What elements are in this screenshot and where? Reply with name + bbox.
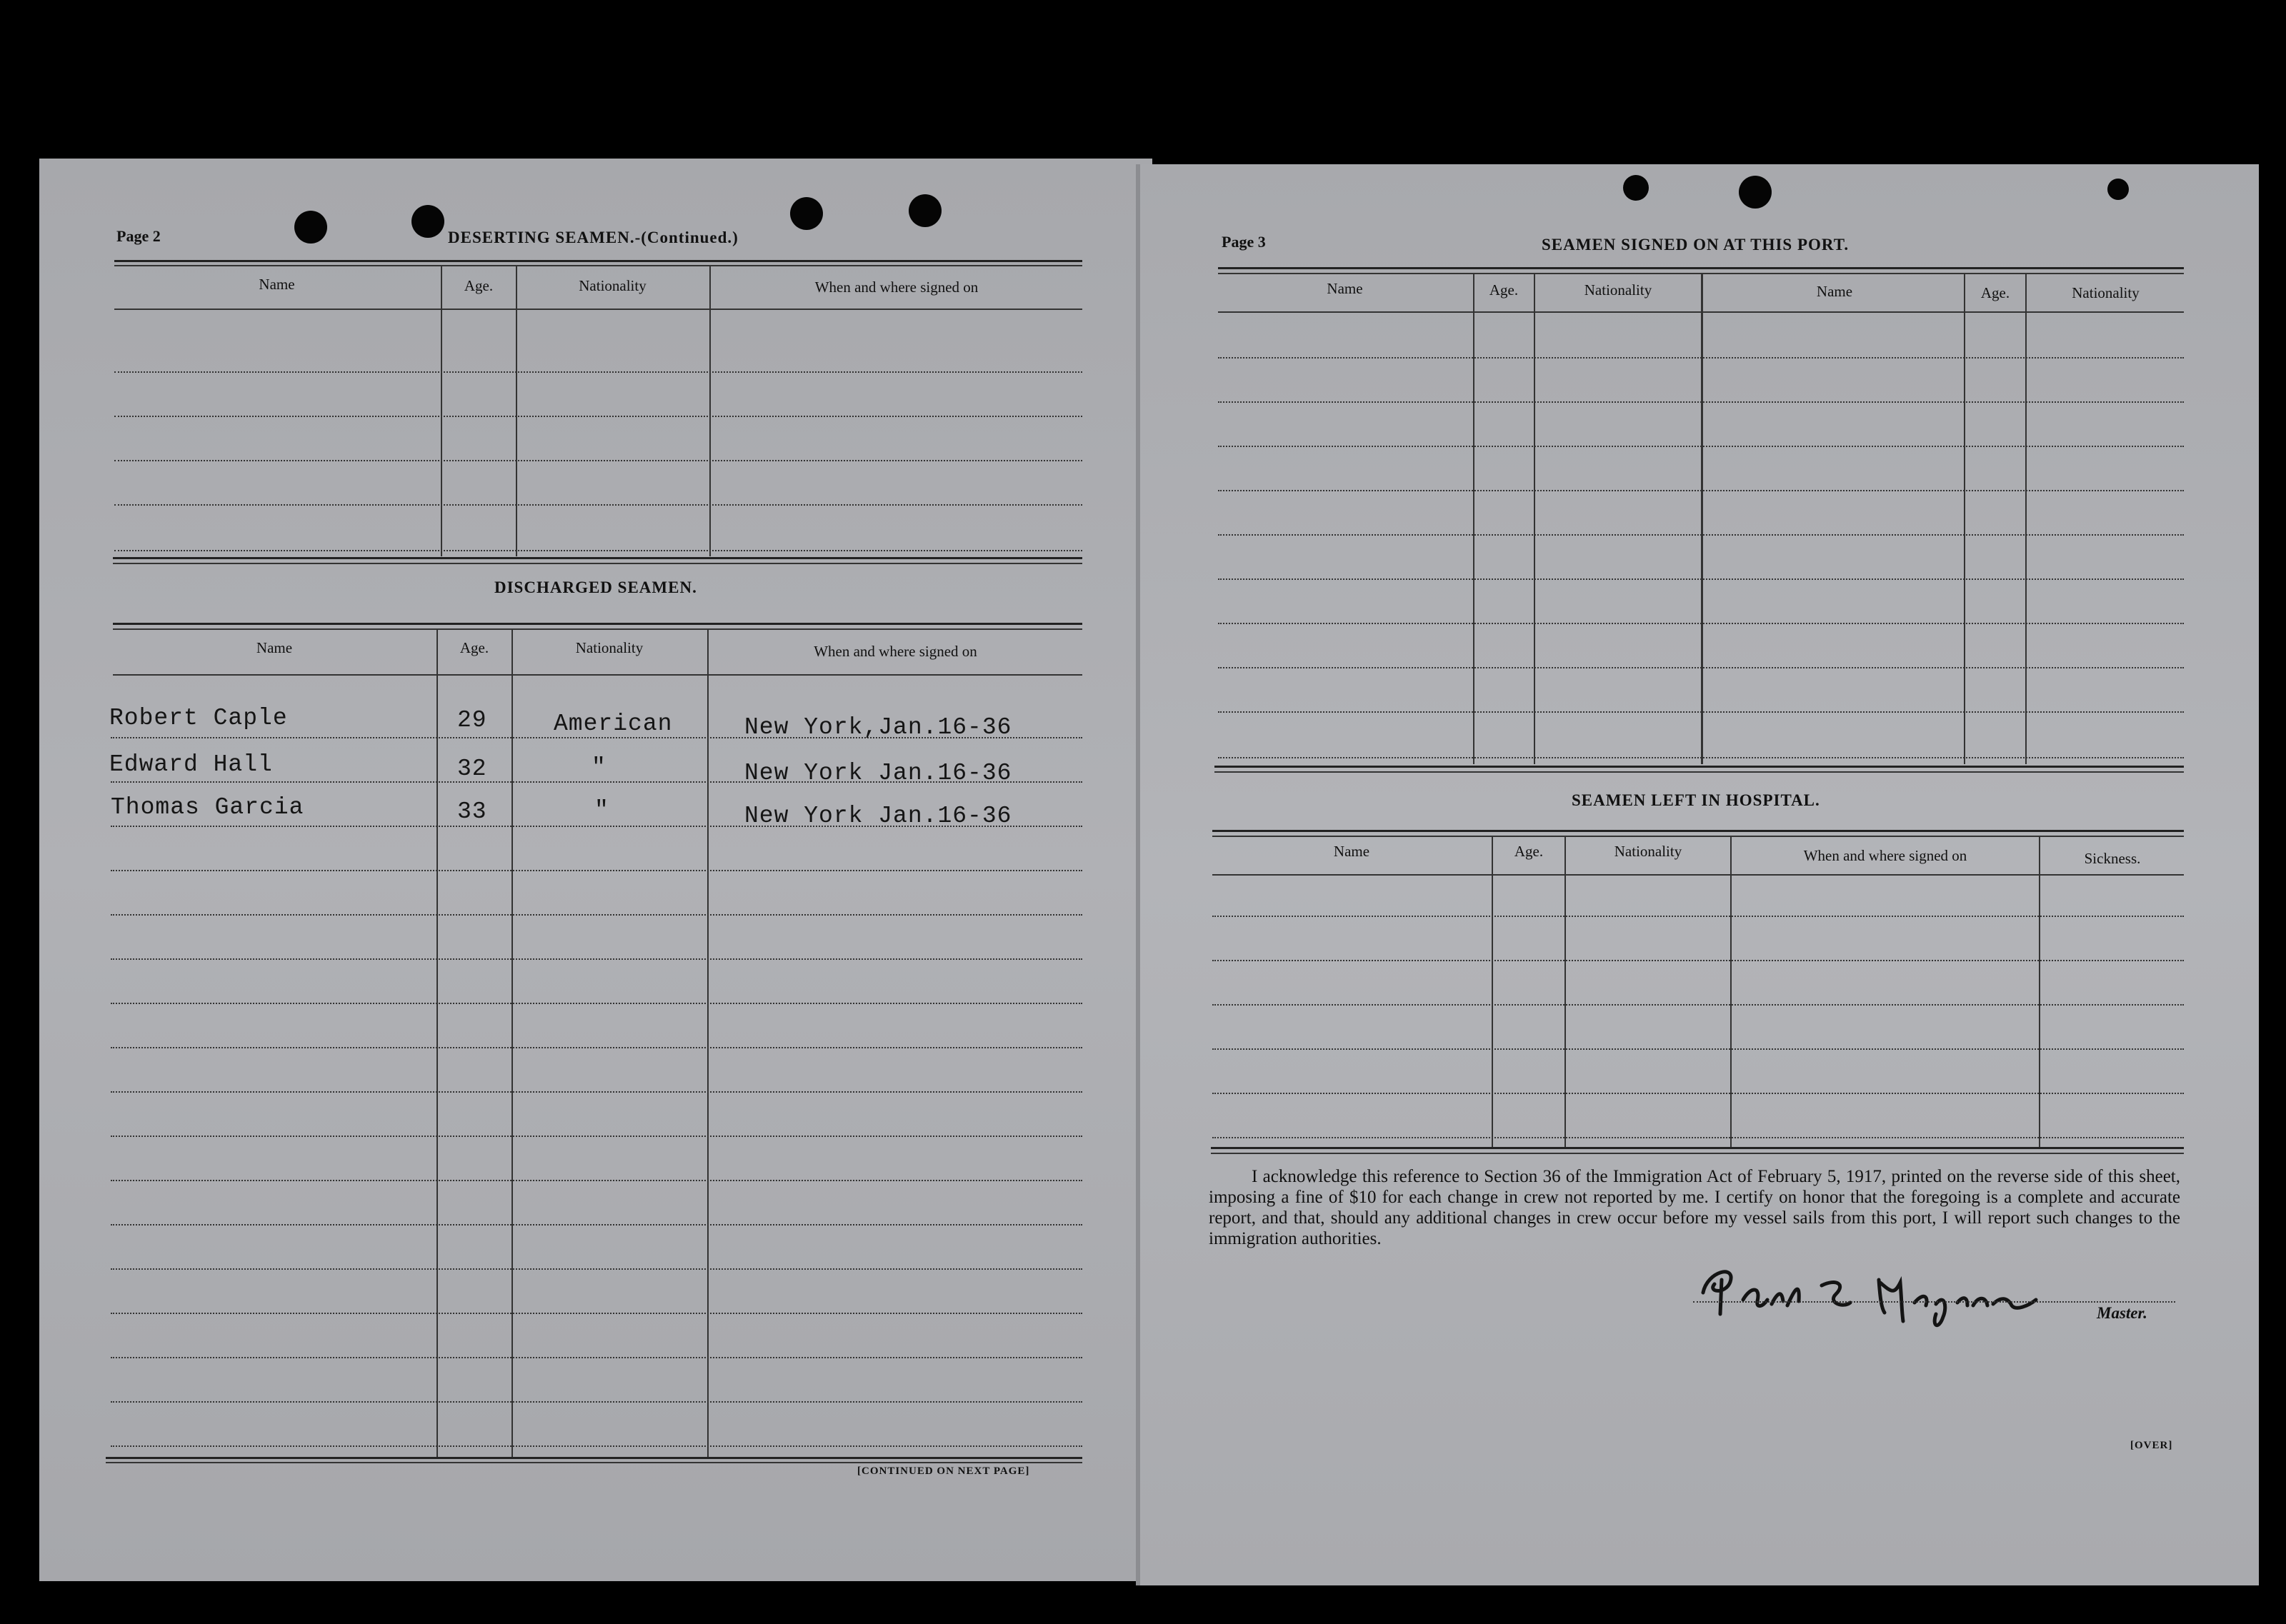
column-header-name: Name xyxy=(256,639,293,656)
entry-line xyxy=(111,1003,1082,1004)
entry-line xyxy=(1212,1048,2184,1050)
table-row-nationality: " xyxy=(592,754,607,781)
entry-line xyxy=(1212,1004,2184,1006)
column-header-name: Name xyxy=(1816,283,1853,300)
entry-line xyxy=(1212,916,2184,917)
rule xyxy=(113,628,1082,630)
entry-line xyxy=(111,870,1082,871)
rule xyxy=(1211,1147,2184,1149)
column-header-age: Age. xyxy=(459,639,489,656)
entry-line xyxy=(1212,1093,2184,1094)
table-row-signed-on: New York Jan.16-36 xyxy=(744,760,1012,786)
column-header-nationality: Nationality xyxy=(575,639,644,656)
column-header-name: Name xyxy=(259,276,295,293)
entry-line xyxy=(111,958,1082,960)
column-header-nationality: Nationality xyxy=(1614,843,1682,860)
column-header-signed-on: When and where signed on xyxy=(814,643,977,660)
column-divider xyxy=(441,265,442,556)
column-header-age: Age. xyxy=(464,277,494,294)
rule xyxy=(106,1462,1082,1463)
entry-line xyxy=(114,371,1082,373)
column-divider xyxy=(709,265,711,556)
entry-line xyxy=(111,1401,1082,1403)
column-divider xyxy=(707,628,709,1459)
entry-line xyxy=(1218,757,2184,758)
column-header-name: Name xyxy=(1333,843,1370,860)
rule xyxy=(113,563,1082,564)
entry-line xyxy=(1218,578,2184,580)
column-header-nationality: Nationality xyxy=(2072,284,2140,301)
rule xyxy=(1212,836,2184,837)
column-header-nationality: Nationality xyxy=(1584,281,1652,299)
column-divider xyxy=(1730,836,1732,1148)
entry-line xyxy=(111,914,1082,916)
table-row-signed-on: New York,Jan.16-36 xyxy=(744,714,1012,741)
rule xyxy=(1214,766,2184,768)
discharged-section-title: DISCHARGED SEAMEN. xyxy=(494,578,697,596)
column-header-age: Age. xyxy=(1514,843,1544,860)
table-row-nationality: " xyxy=(594,797,609,823)
hospital-section-title: SEAMEN LEFT IN HOSPITAL. xyxy=(1572,791,1820,809)
column-divider xyxy=(1473,273,1474,764)
column-header-sickness: Sickness. xyxy=(2084,850,2141,867)
entry-line xyxy=(111,1445,1082,1447)
table-row-signed-on: New York Jan.16-36 xyxy=(744,803,1012,829)
entry-line xyxy=(111,1268,1082,1270)
deserting-section-title: DESERTING SEAMEN.-(Continued.) xyxy=(448,229,739,246)
entry-line xyxy=(114,416,1082,417)
punch-hole xyxy=(909,194,942,227)
column-header-nationality: Nationality xyxy=(579,277,647,294)
column-header-age: Age. xyxy=(1980,284,2010,301)
rule xyxy=(114,309,1082,310)
rule xyxy=(114,260,1082,262)
column-header-signed-on: When and where signed on xyxy=(1803,847,1967,864)
rule xyxy=(1214,771,2184,773)
column-divider xyxy=(2025,273,2027,764)
column-divider xyxy=(1701,273,1703,764)
rule xyxy=(1211,1153,2184,1154)
entry-line xyxy=(1218,711,2184,713)
entry-line xyxy=(1218,667,2184,668)
punch-hole xyxy=(1739,176,1772,209)
rule xyxy=(106,1457,1082,1459)
column-header-age: Age. xyxy=(1489,281,1519,299)
column-header-signed-on: When and where signed on xyxy=(814,279,979,296)
entry-line xyxy=(111,1047,1082,1048)
entry-line xyxy=(1218,490,2184,491)
over-note: [OVER] xyxy=(2130,1440,2173,1451)
table-row-name: Edward Hall xyxy=(109,751,273,778)
master-label: Master. xyxy=(2097,1304,2147,1322)
column-divider xyxy=(511,628,513,1459)
column-header-name: Name xyxy=(1327,280,1363,297)
punch-hole xyxy=(411,205,444,238)
entry-line xyxy=(1212,1137,2184,1138)
entry-line xyxy=(1218,534,2184,536)
acknowledgement-text: I acknowledge this reference to Section 36 of the Immigration Act of February 5, 1917, printed on the reverse side of this sheet, imposing a fine of $10 for each change in crew not reported by me. I certify on honor that the foregoing is a complete and accurate report, and that, should any additional changes in crew occur before my vessel sails from this port, I will report such changes to the immigration authorities. xyxy=(1209,1167,2180,1248)
signed-on-section-title: SEAMEN SIGNED ON AT THIS PORT. xyxy=(1542,236,1850,254)
column-divider xyxy=(1964,273,1965,764)
entry-line xyxy=(111,1313,1082,1314)
rule xyxy=(113,557,1082,559)
page-label: Page 2 xyxy=(116,227,161,245)
column-divider xyxy=(436,628,438,1459)
entry-line xyxy=(111,1091,1082,1093)
entry-line xyxy=(1218,401,2184,403)
continued-note: [CONTINUED ON NEXT PAGE] xyxy=(857,1465,1030,1477)
punch-hole xyxy=(294,211,327,244)
entry-line xyxy=(111,1357,1082,1358)
rule xyxy=(113,623,1082,625)
column-divider xyxy=(516,265,517,556)
table-row-age: 29 xyxy=(457,707,487,733)
page-label: Page 3 xyxy=(1222,233,1266,251)
master-signature xyxy=(1693,1243,2079,1343)
entry-line xyxy=(114,460,1082,461)
table-row-age: 33 xyxy=(457,798,487,825)
rule xyxy=(114,265,1082,266)
table-row-name: Thomas Garcia xyxy=(111,794,304,821)
punch-hole xyxy=(790,197,823,230)
entry-line xyxy=(1218,446,2184,447)
column-divider xyxy=(2039,836,2040,1148)
table-row-nationality: American xyxy=(554,711,673,737)
entry-line xyxy=(111,1224,1082,1225)
entry-line xyxy=(111,1180,1082,1181)
table-row-age: 32 xyxy=(457,756,487,782)
punch-hole xyxy=(1623,175,1649,201)
entry-line xyxy=(114,504,1082,506)
entry-line xyxy=(111,1136,1082,1137)
entry-line xyxy=(1212,960,2184,961)
rule xyxy=(1212,874,2184,876)
entry-line xyxy=(1218,357,2184,359)
table-row-name: Robert Caple xyxy=(109,705,288,731)
signature-line xyxy=(1693,1301,2175,1303)
rule xyxy=(1218,267,2184,269)
entry-line xyxy=(114,550,1082,551)
page-fold xyxy=(1136,164,1140,1585)
column-divider xyxy=(1534,273,1535,764)
column-divider xyxy=(1492,836,1493,1148)
rule xyxy=(1212,830,2184,832)
rule xyxy=(113,674,1082,676)
entry-line xyxy=(1218,623,2184,624)
column-divider xyxy=(1564,836,1566,1148)
punch-hole xyxy=(2107,179,2129,200)
